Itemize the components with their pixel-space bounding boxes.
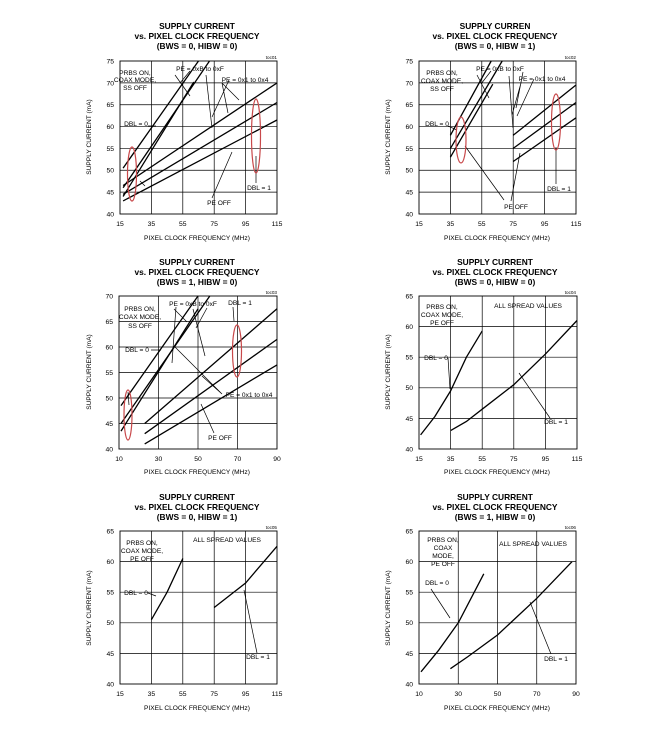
chart-toc04 — [385, 257, 583, 476]
x-tick-label: 115 — [571, 456, 583, 463]
series-line-6 — [145, 309, 277, 424]
annotation-dbl-0: DBL = 0 — [124, 121, 148, 128]
figure-code: toc02 — [564, 55, 576, 60]
annotation-pe-0xb-0xf: PE = 0xB to 0xF — [176, 66, 224, 73]
y-axis-label: SUPPLY CURRENT (mA) — [86, 99, 93, 175]
y-tick-label: 40 — [105, 446, 113, 454]
x-tick-label: 30 — [454, 691, 463, 698]
chart-title-line-1: SUPPLY CURREN — [459, 21, 531, 31]
x-axis-label: PIXEL CLOCK FREQUENCY (MHz) — [444, 705, 550, 712]
x-tick-label: 75 — [510, 456, 518, 463]
x-tick-label: 10 — [415, 691, 423, 698]
y-tick-label: 40 — [405, 446, 413, 454]
y-axis-label: SUPPLY CURRENT (mA) — [385, 99, 392, 175]
annotation-pe-off: PE OFF — [130, 556, 154, 563]
leader-lines — [448, 71, 556, 201]
y-tick-label: 50 — [106, 167, 114, 175]
x-tick-label: 15 — [415, 456, 423, 463]
annotation-pe-off: PE OFF — [431, 561, 455, 568]
y-tick-label: 65 — [405, 293, 413, 301]
x-tick-label: 75 — [509, 221, 517, 228]
x-tick-label: 70 — [233, 456, 242, 463]
x-tick-label: 15 — [415, 221, 423, 228]
y-tick-label: 50 — [105, 395, 113, 403]
figure-code: toc04 — [564, 290, 576, 295]
x-tick-label: 115 — [271, 221, 283, 228]
x-tick-label: 55 — [478, 456, 486, 463]
x-tick-label: 95 — [540, 221, 549, 228]
x-tick-label: 35 — [147, 221, 156, 228]
annotation-pe-off: PE OFF — [504, 204, 528, 211]
series-line-1 — [151, 559, 182, 620]
y-tick-label: 55 — [405, 589, 413, 597]
x-tick-label: 70 — [532, 691, 541, 698]
y-tick-label: 40 — [405, 211, 413, 219]
x-tick-label: 115 — [570, 221, 582, 228]
annotation-ss-off: SS OFF — [128, 323, 152, 330]
x-tick-label: 35 — [446, 221, 455, 228]
y-tick-label: 60 — [106, 123, 114, 131]
x-tick-label: 50 — [493, 691, 502, 698]
series-line-2 — [450, 562, 572, 669]
chart-title-line-1: SUPPLY CURRENT — [159, 257, 235, 267]
annotation-all-spread-values: ALL SPREAD VALUES — [499, 541, 567, 548]
annotation-prbs-on: PRBS ON, — [126, 540, 158, 547]
annotation-coax: COAX — [433, 545, 453, 552]
x-tick-label: 35 — [147, 691, 156, 698]
leader-lines — [431, 589, 551, 654]
annotations — [421, 66, 571, 211]
y-tick-label: 75 — [405, 58, 413, 66]
y-tick-label: 60 — [405, 324, 413, 331]
chart-title-line-2: vs. PIXEL CLOCK FREQUENCY — [134, 31, 260, 41]
x-tick-label: 90 — [572, 691, 580, 698]
annotation-prbs-on: PRBS ON, — [119, 70, 151, 77]
annotations — [425, 537, 568, 663]
chart-toc01 — [86, 21, 283, 242]
annotation-dbl-1: DBL = 1 — [544, 656, 568, 663]
y-tick-label: 70 — [105, 293, 113, 301]
highlight-ellipse-dbl-1 — [552, 94, 561, 150]
chart-title-line-1: SUPPLY CURRENT — [159, 21, 235, 31]
annotation-dbl-1: DBL = 1 — [544, 419, 568, 426]
annotation-coax-mode: COAX MODE, — [420, 312, 464, 319]
annotation-all-spread-values: ALL SPREAD VALUES — [193, 537, 261, 544]
y-tick-label: 45 — [405, 189, 413, 197]
chart-title-line-2: vs. PIXEL CLOCK FREQUENCY — [432, 502, 558, 512]
x-axis-label: PIXEL CLOCK FREQUENCY (MHz) — [144, 469, 250, 476]
annotation-pe-0xb-0xf: PE = 0xB to 0xF — [169, 301, 217, 308]
annotation-ss-off: SS OFF — [123, 85, 147, 92]
y-tick-label: 55 — [405, 354, 413, 362]
x-axis-label: PIXEL CLOCK FREQUENCY (MHz) — [144, 705, 250, 712]
chart-title-line-3: (BWS = 0, HIBW = 1) — [454, 41, 536, 51]
annotation-dbl-0: DBL = 0 — [424, 355, 448, 362]
y-tick-label: 55 — [405, 145, 413, 153]
y-tick-label: 60 — [405, 123, 413, 131]
y-tick-label: 65 — [106, 102, 114, 110]
x-tick-label: 55 — [179, 221, 187, 228]
y-tick-label: 45 — [105, 420, 113, 428]
x-axis-label: PIXEL CLOCK FREQUENCY (MHz) — [444, 235, 550, 242]
figure-code: toc01 — [265, 55, 277, 60]
annotation-prbs-on: PRBS ON, — [427, 537, 459, 544]
annotation-pe-off: PE OFF — [208, 435, 232, 442]
annotation-prbs-on: PRBS ON, — [426, 304, 458, 311]
annotations — [421, 303, 568, 426]
x-tick-label: 75 — [210, 691, 218, 698]
annotation-dbl-1: DBL = 1 — [547, 186, 571, 193]
annotation-dbl-0: DBL = 0 — [125, 347, 149, 354]
y-tick-label: 65 — [405, 528, 413, 536]
annotation-dbl-1: DBL = 1 — [246, 654, 270, 661]
y-tick-label: 45 — [405, 415, 413, 423]
y-axis-label: SUPPLY CURRENT (mA) — [86, 334, 93, 410]
annotation-coax-mode: COAX MODE, — [113, 77, 157, 84]
y-axis-label: SUPPLY CURRENT (mA) — [385, 334, 392, 410]
x-tick-label: 50 — [194, 456, 202, 463]
leader-lines — [140, 71, 256, 198]
y-tick-label: 65 — [106, 528, 114, 536]
y-tick-label: 55 — [106, 145, 114, 153]
chart-title-line-2: vs. PIXEL CLOCK FREQUENCY — [134, 502, 260, 512]
annotation-coax-mode: COAX MODE, — [120, 548, 164, 555]
chart-title-line-1: SUPPLY CURRENT — [457, 257, 533, 267]
y-tick-label: 45 — [106, 189, 114, 197]
annotation-pe-0xb-0xf: PE = 0xB to 0xF — [476, 66, 524, 73]
x-tick-label: 95 — [241, 691, 250, 698]
annotation-dbl-0: DBL = 0 — [425, 121, 449, 128]
series — [421, 321, 577, 435]
series-line-1 — [421, 331, 483, 435]
chart-title-line-2: vs. PIXEL CLOCK FREQUENCY — [134, 267, 260, 277]
chart-toc05 — [86, 492, 283, 712]
x-tick-label: 15 — [116, 691, 124, 698]
annotation-dbl-1: DBL = 1 — [228, 300, 252, 307]
annotations — [121, 537, 270, 661]
annotation-pe-0x1-0x4: PE = 0x1 to 0x4 — [518, 76, 566, 83]
y-tick-label: 40 — [106, 211, 114, 219]
chart-title-line-3: (BWS = 0, HIBW = 1) — [156, 512, 238, 522]
chart-title-line-2: vs. PIXEL CLOCK FREQUENCY — [432, 31, 558, 41]
chart-title-line-3: (BWS = 0, HIBW = 0) — [454, 277, 536, 287]
x-tick-label: 90 — [273, 456, 281, 463]
leader-lines — [148, 590, 257, 653]
annotation-dbl-0: DBL = 0 — [124, 590, 148, 597]
y-tick-label: 75 — [106, 58, 114, 66]
y-tick-label: 50 — [405, 167, 413, 175]
y-tick-label: 65 — [405, 102, 413, 110]
annotation-pe-0x1-0x4: PE = 0x1 to 0x4 — [221, 77, 269, 84]
annotation-pe-0x1-0x4: PE = 0x1 to 0x4 — [225, 392, 273, 399]
y-tick-label: 60 — [106, 559, 114, 566]
annotation-pe-off: PE OFF — [430, 320, 454, 327]
annotation-dbl-1: DBL = 1 — [247, 185, 271, 192]
x-tick-label: 95 — [241, 221, 250, 228]
chart-toc03 — [86, 257, 281, 476]
chart-title-line-1: SUPPLY CURRENT — [457, 492, 533, 502]
chart-title-line-1: SUPPLY CURRENT — [159, 492, 235, 502]
x-tick-label: 75 — [210, 221, 218, 228]
highlight-ellipse-dbl-1 — [233, 325, 242, 377]
chart-toc02 — [385, 21, 582, 242]
x-axis-label: PIXEL CLOCK FREQUENCY (MHz) — [444, 469, 550, 476]
annotation-mode: MODE, — [432, 553, 454, 560]
x-tick-label: 10 — [115, 456, 123, 463]
chart-title-line-3: (BWS = 0, HIBW = 0) — [156, 41, 238, 51]
x-tick-label: 15 — [116, 221, 124, 228]
y-tick-label: 60 — [405, 559, 413, 566]
y-tick-label: 70 — [106, 80, 114, 88]
y-axis-label: SUPPLY CURRENT (mA) — [385, 570, 392, 646]
chart-title-line-3: (BWS = 1, HIBW = 0) — [454, 512, 536, 522]
annotation-dbl-0: DBL = 0 — [425, 580, 449, 587]
y-tick-label: 40 — [405, 681, 413, 689]
y-tick-label: 45 — [106, 650, 114, 658]
x-tick-label: 55 — [179, 691, 187, 698]
series-line-5 — [145, 339, 277, 433]
annotation-ss-off: SS OFF — [430, 86, 454, 93]
annotation-prbs-on: PRBS ON, — [124, 306, 156, 313]
series-line-4 — [145, 365, 277, 444]
y-tick-label: 65 — [105, 318, 113, 326]
x-tick-label: 35 — [446, 456, 455, 463]
annotation-pe-off: PE OFF — [207, 200, 231, 207]
annotation-coax-mode: COAX MODE, — [118, 314, 162, 321]
chart-title-line-3: (BWS = 1, HIBW = 0) — [156, 277, 238, 287]
y-tick-label: 60 — [105, 344, 113, 352]
y-tick-label: 55 — [105, 369, 113, 377]
annotation-coax-mode: COAX MODE, — [420, 78, 464, 85]
annotation-prbs-on: PRBS ON, — [426, 70, 458, 77]
x-tick-label: 55 — [478, 221, 486, 228]
y-tick-label: 50 — [405, 385, 413, 393]
x-tick-label: 95 — [541, 456, 550, 463]
y-tick-label: 55 — [106, 589, 114, 597]
y-tick-label: 70 — [405, 80, 413, 88]
y-tick-label: 50 — [106, 620, 114, 628]
x-tick-label: 30 — [154, 456, 163, 463]
chart-title-line-2: vs. PIXEL CLOCK FREQUENCY — [432, 267, 558, 277]
y-tick-label: 40 — [106, 681, 114, 689]
x-tick-label: 115 — [271, 691, 283, 698]
figure-code: toc03 — [265, 290, 277, 295]
figure-code: toc06 — [564, 525, 576, 530]
annotation-all-spread-values: ALL SPREAD VALUES — [494, 303, 562, 310]
chart-toc06 — [385, 492, 580, 712]
y-axis-label: SUPPLY CURRENT (mA) — [86, 570, 93, 646]
figure-code: toc05 — [265, 525, 277, 530]
x-axis-label: PIXEL CLOCK FREQUENCY (MHz) — [144, 235, 250, 242]
y-tick-label: 50 — [405, 620, 413, 628]
y-tick-label: 45 — [405, 650, 413, 658]
